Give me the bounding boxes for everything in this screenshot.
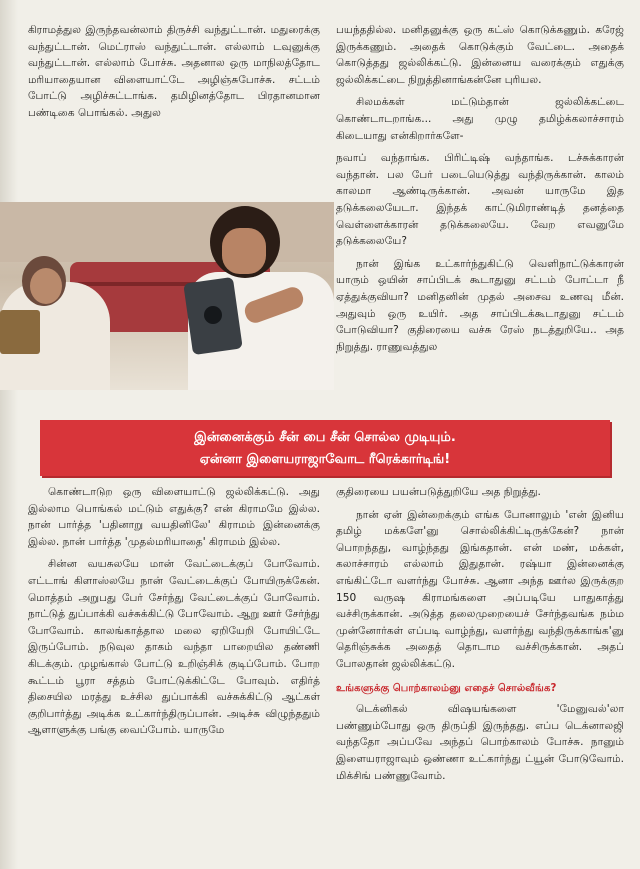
pull-quote-line-1: இன்னைக்கும் சீன் பை சீன் சொல்ல முடியும். <box>194 430 456 445</box>
paragraph: பயந்ததில்ல. மனிதனுக்கு ஒரு கட்ஸ் கொடுக்கணும். கரேஜ் இருக்கணும். அதைக் கொடுக்கும் வேட்டை. அதைக் கொடுத்தது ஜல்லிக்கட்டு. இன்னைய வரைக்கும் எதுக்கு ஜல்லிக்கட்டை நிறுத்தினாங்கன்னே புரியல. <box>336 24 624 86</box>
pull-quote-banner <box>40 420 610 476</box>
paragraph: சிலமக்கள் மட்டும்தான் ஜல்லிக்கட்டை கொண்டாடறாங்க... அது முழு தமிழ்க்கலாச்சாரம் கிடையாது என்கிறார்களே- <box>336 96 624 142</box>
right-column-top <box>336 22 624 361</box>
paragraph: நவாப் வந்தாங்க. பிரிட்டிஷ் வந்தாங்க. டச்சுக்காரன் வந்தான். பல பேர் படையெடுத்து வந்திருக்கான். காலம் காலமா ஆண்டிருக்கான். அவன் யாருமே இத தடுக்கலையேடா. இந்தக் காட்டுமிராண்டித் தனத்தை வெள்ளைக்காரன் தடுக்கலையே. வேற எவனுமே தடுக்கலையே? <box>336 152 624 248</box>
paragraph: சின்ன வயசுலயே மான் வேட்டைக்குப் போவோம். எட்டாங் கிளாஸ்லயே நான் வேட்டைக்குப் போயிருக்கேன். மொத்தம் அறுபது பேர் சேர்ந்து வேட்டைக்குப் போவோம். நாட்டுத் துப்பாக்கி வச்சுக்கிட்டு போவோம். ஆறு ஊர் சேர்ந்து போவோம். காலங்காத்தால மலை ஏறியேறி போயிட்டே இருப்போம். நடுவுல தாகம் வந்தா பாறையில தண்ணி கிடக்கும். முழங்கால் போட்டு உறிஞ்சிக் குடிப்போம். போற கூட்டம் பூரா சத்தம் போட்டுக்கிட்டே போவும். எதிர்த் திசையில மரத்து உச்சில துப்பாக்கி வச்சுக்கிட்டு ஆட்கள் குறிபார்த்து அடிக்க உட்கார்ந்திருப்பான். அடிச்சு விழுந்ததும் ஆளாளுக்கு பங்கு வைப்போம். யாருமே <box>28 558 320 737</box>
paragraph: குதிரையை பயன்படுத்துறியே அத நிறுத்து. <box>336 486 541 498</box>
paragraph: நான் ஏன் இன்றைக்கும் எங்க போனாலும் 'என் இனிய தமிழ் மக்களே'னு சொல்லிக்கிட்டிருக்கேன்? நான் பொறந்தது, வாழ்ந்தது இங்கதான். என் மண், மக்கள், கலாச்சாரம் எல்லாம் இதுதான். ரஷ்யா இன்னைக்கு எங்கிட்டோ வளர்ந்து போச்சு. ஆனா அந்த ஊர்ல இருக்குற 150 வருஷ கிராமங்களை அப்படியே பாதுகாத்து வச்சிருக்கான். அடுத்த தலைமுறையைச் சேர்ந்தவங்க நம்ம முன்னோர்கள் எப்படி வாழ்ந்து, வளர்ந்து வந்திருக்காங்க'னு தெரிஞ்சுக்க அதைத் தொடாம வச்சிருக்கான். அதப் போலதான் ஜல்லிக்கட்டு. <box>336 508 624 670</box>
right-column-bottom <box>336 484 624 790</box>
paragraph: டெக்னிகல் விஷயங்களை 'மேனுவல்'லா பண்ணும்போது ஒரு திருப்தி இருந்தது. எப்ப டெக்னாலஜி வந்ததோ அப்பவே அந்தப் பொற்காலம் போச்சு. நானும் இளையராஜாவும் ஒண்ணா உட்கார்ந்து ட்யூன் போடுவோம். மிக்சிங் பண்ணுவோம். <box>336 703 624 782</box>
paragraph: நான் இங்க உட்கார்ந்துகிட்டு வெளிநாட்டுக்காரன் யாரும் ஒயின் சாப்பிடக் கூடாதுனு சட்டம் போட்டா நீ ஏத்துக்குவியா? மனிதனின் முதல் அசைவ உணவு மீன். அதுவும் ஒரு உயிர். அத சாப்பிடக்கூடாதுனு சட்டம் போடுவியா? குதிரையை வச்சு ரேஸ் நடத்துறியே.. அத நிறுத்து. ராணுவத்துல <box>336 257 624 353</box>
page-edge <box>0 0 18 869</box>
pull-quote-line-2: ஏன்னா இளையராஜாவோட ரீரெக்கார்டிங்! <box>199 452 451 467</box>
left-column-bottom <box>28 484 320 745</box>
left-column-top <box>28 22 320 128</box>
paragraph: கிராமத்துல இருந்தவன்லாம் திருச்சி வந்துட்டான். மதுரைக்கு வந்துட்டான். மெட்ராஸ் வந்துட்டான். எல்லாம் டவுனுக்கு வந்துட்டான். எல்லாம் போச்சு. அதனால ஒரு மாநிலத்தோட மரியாதையான விளையாட்டே அழிஞ்சுபோச்சு. சட்டம் போட்டு அழிச்சுட்டாங்க. தமிழினத்தோட பிரதானமான பண்டிகை பொங்கல். அதுல <box>28 24 320 119</box>
photo <box>0 202 334 390</box>
interview-question: உங்களுக்கு பொற்காலம்னு எதைச் சொல்வீங்க? <box>336 682 557 694</box>
paragraph: கொண்டாடுற ஒரு விளையாட்டு ஜல்லிக்கட்டு. அது இல்லாம பொங்கல் மட்டும் எதுக்கு? என் கிராமமே இல்ல. நான் பார்த்த 'பதினாறு வயதினிலே' கிராமம் இன்னைக்கு இல்ல. நான் பார்த்த 'முதல்மரியாதை' கிராமம் இல்ல. <box>28 486 320 548</box>
